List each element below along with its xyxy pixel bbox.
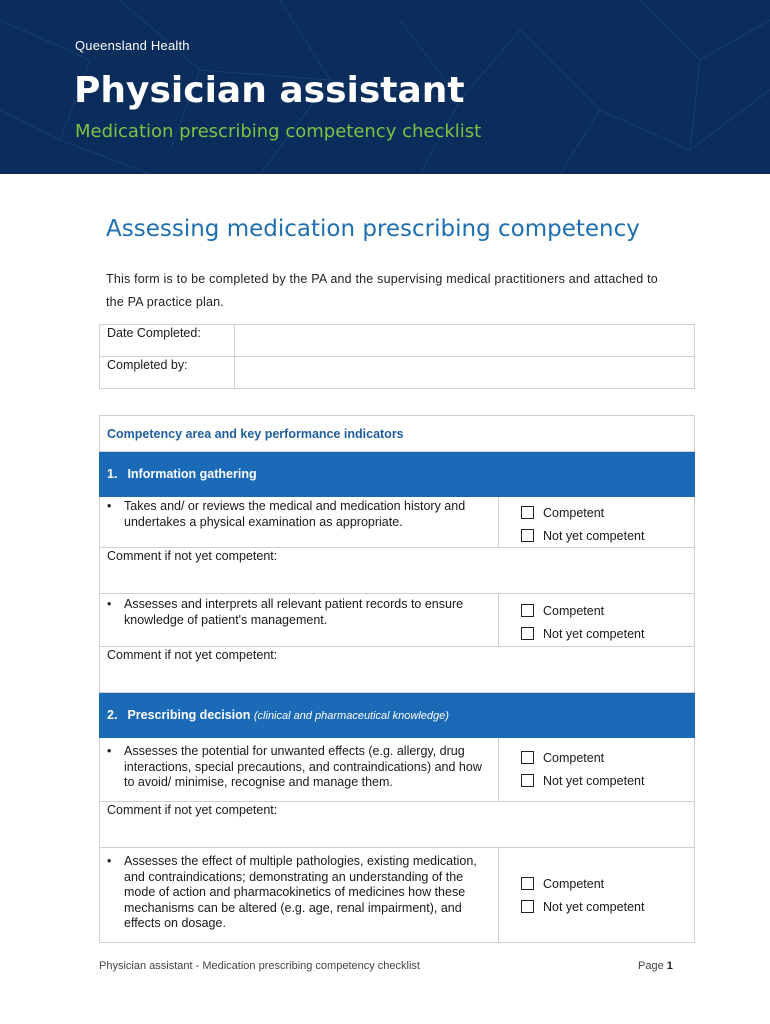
not-yet-competent-option[interactable] <box>521 769 694 792</box>
bullet: • <box>107 744 112 758</box>
bullet: • <box>107 854 112 868</box>
competency-table <box>99 415 695 943</box>
not-yet-competent-option[interactable] <box>521 895 694 918</box>
completed-by-label: Completed by: <box>100 357 235 389</box>
kpi-item <box>100 497 499 548</box>
checkbox[interactable] <box>521 900 534 913</box>
section-header-information-gathering <box>100 452 695 497</box>
checkbox[interactable] <box>521 529 534 542</box>
page-label: Page <box>638 960 664 972</box>
checkbox[interactable] <box>521 506 534 519</box>
kpi-text: Assesses the potential for unwanted effects (e.g. allergy, drug interactions, special precautions, and contraindications) and how to avoid/ minimise, recognise and manage them. <box>124 744 482 789</box>
section-header-prescribing-decision <box>100 693 695 738</box>
kpi-text: Takes and/ or reviews the medical and medication history and undertakes a physical examination as appropriate. <box>124 499 466 529</box>
bullet: • <box>107 597 112 611</box>
organization-name: Queensland Health <box>75 38 190 53</box>
footer-page-number <box>638 960 673 972</box>
section-number: 2. <box>107 708 118 722</box>
option-label: Not yet competent <box>543 899 645 914</box>
competency-choice <box>499 848 695 943</box>
comment-field[interactable]: Comment if not yet competent: <box>100 548 695 594</box>
checkbox[interactable] <box>521 751 534 764</box>
kpi-text: Assesses the effect of multiple pathologies, existing medication, and contraindications; demonstrating an understanding of the mode of action and pharmacokinetics of medicines how these mechanisms can be altered (e.g. age, renal impairment), and effects on dosage. <box>124 854 477 930</box>
page-number: 1 <box>666 960 673 972</box>
section-title: Information gathering <box>127 467 257 481</box>
option-label: Not yet competent <box>543 626 645 641</box>
page-header <box>0 0 770 174</box>
document-subtitle: Medication prescribing competency checklist <box>75 121 482 142</box>
bullet: • <box>107 499 112 513</box>
section-heading: Assessing medication prescribing competency <box>106 216 640 242</box>
comment-field[interactable]: Comment if not yet competent: <box>100 647 695 693</box>
footer-document-name: Physician assistant - Medication prescribing competency checklist <box>99 960 420 972</box>
kpi-item <box>100 848 499 943</box>
competency-choice <box>499 594 695 647</box>
document-title: Physician assistant <box>74 70 465 111</box>
checkbox[interactable] <box>521 774 534 787</box>
checkbox[interactable] <box>521 627 534 640</box>
competency-choice <box>499 738 695 802</box>
competent-option[interactable] <box>521 501 694 524</box>
option-label: Competent <box>543 750 605 765</box>
checkbox[interactable] <box>521 604 534 617</box>
kpi-item <box>100 594 499 647</box>
date-completed-label: Date Completed: <box>100 325 235 357</box>
completion-info-table <box>99 324 695 389</box>
option-label: Competent <box>543 505 605 520</box>
not-yet-competent-option[interactable] <box>521 622 694 645</box>
competency-choice <box>499 497 695 548</box>
checkbox[interactable] <box>521 877 534 890</box>
option-label: Not yet competent <box>543 528 645 543</box>
completed-by-field[interactable] <box>235 357 695 389</box>
not-yet-competent-option[interactable] <box>521 524 694 547</box>
option-label: Competent <box>543 603 605 618</box>
option-label: Competent <box>543 876 605 891</box>
comment-field[interactable]: Comment if not yet competent: <box>100 802 695 848</box>
kpi-text: Assesses and interprets all relevant patient records to ensure knowledge of patient's management. <box>124 597 464 627</box>
section-title: Prescribing decision <box>127 708 251 722</box>
intro-text: This form is to be completed by the PA and the supervising medical practitioners and attached to the PA practice plan. <box>106 272 658 309</box>
section-number: 1. <box>107 467 118 481</box>
competency-table-header: Competency area and key performance indicators <box>100 416 695 452</box>
competent-option[interactable] <box>521 872 694 895</box>
kpi-item <box>100 738 499 802</box>
competent-option[interactable] <box>521 599 694 622</box>
competent-option[interactable] <box>521 746 694 769</box>
option-label: Not yet competent <box>543 773 645 788</box>
date-completed-field[interactable] <box>235 325 695 357</box>
section-note: (clinical and pharmaceutical knowledge) <box>253 710 449 722</box>
